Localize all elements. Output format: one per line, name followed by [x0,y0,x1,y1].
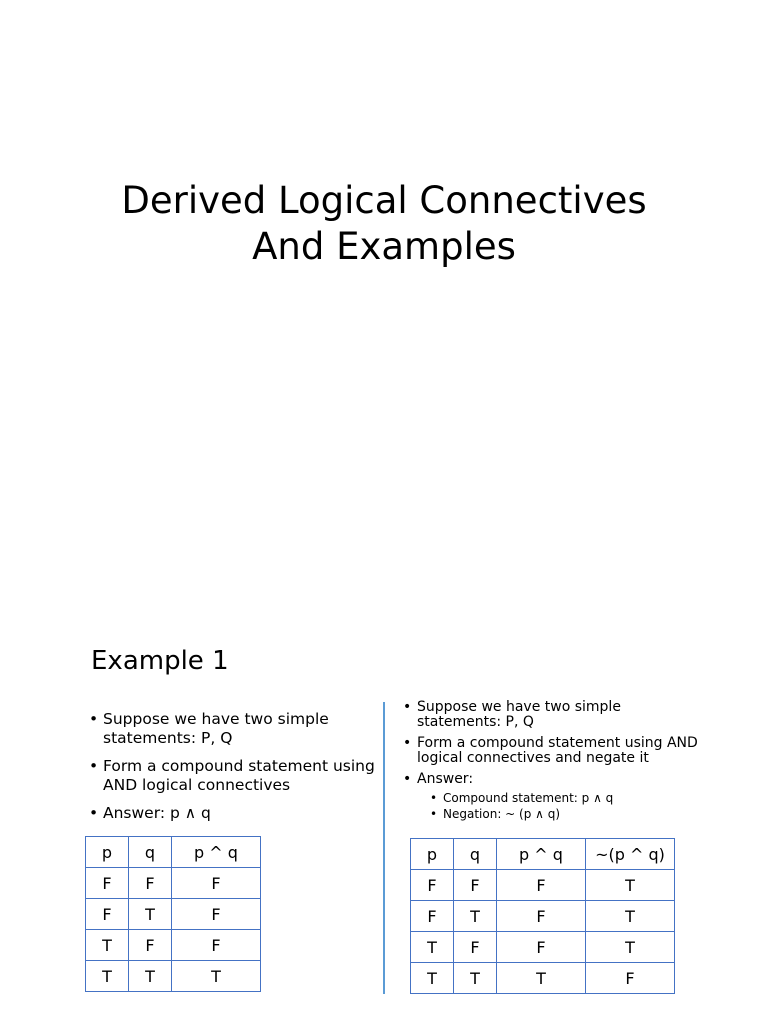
table-cell: T [172,961,261,992]
left-bullet-1: • Suppose we have two simple statements: P, Q [103,710,383,748]
table-cell: F [172,899,261,930]
left-bullet-3: • Answer: p ∧ q [103,804,383,823]
table-row [411,901,675,932]
table-header-cell: q [129,837,172,868]
table-cell: F [454,870,497,901]
table-cell: F [86,899,129,930]
table-cell: T [411,963,454,994]
table-header-cell: p [411,839,454,870]
table-cell: F [497,932,586,963]
sub-bullet-2: • Negation: ~ (p ∧ q) [443,806,707,822]
answer-sub-list [443,790,707,822]
table-cell: T [454,901,497,932]
table-cell: T [454,963,497,994]
table-cell: F [497,901,586,932]
slide-title-line-2: And Examples [252,225,516,268]
table-cell: F [411,901,454,932]
table-cell: F [172,930,261,961]
right-bullet-2: • Form a compound statement using AND logical connectives and negate it [417,736,707,766]
left-bullet-list [103,710,383,832]
table-cell: F [129,930,172,961]
slide-title-line-1: Derived Logical Connectives [121,179,647,222]
right-truth-table [410,838,675,994]
example-heading: Example 1 [91,646,229,676]
table-cell: F [172,868,261,899]
table-cell: T [586,870,675,901]
sub-bullet-1: • Compound statement: p ∧ q [443,790,707,806]
table-cell: T [586,932,675,963]
table-cell: F [129,868,172,899]
table-row [86,899,261,930]
table-row [86,930,261,961]
right-bullet-3 [417,772,707,822]
right-bullet-3-label: Answer: [417,771,474,787]
right-bullet-list [417,700,707,828]
table-header-row [411,839,675,870]
table-cell: T [129,899,172,930]
right-bullet-1: • Suppose we have two simple statements: P, Q [417,700,707,730]
table-cell: T [497,963,586,994]
table-cell: T [129,961,172,992]
table-cell: F [586,963,675,994]
left-bullet-2: • Form a compound statement using AND logical connectives [103,757,383,795]
table-cell: F [454,932,497,963]
table-header-cell: ~(p ^ q) [586,839,675,870]
table-header-cell: p [86,837,129,868]
table-cell: T [586,901,675,932]
left-truth-table [85,836,261,992]
table-row [86,961,261,992]
table-cell: F [86,868,129,899]
table-header-cell: p ^ q [497,839,586,870]
table-row [86,868,261,899]
column-divider [383,702,385,994]
table-header-row [86,837,261,868]
table-cell: F [411,870,454,901]
table-header-cell: q [454,839,497,870]
table-cell: T [86,930,129,961]
table-row [411,932,675,963]
table-cell: T [86,961,129,992]
table-header-cell: p ^ q [172,837,261,868]
table-cell: F [497,870,586,901]
slide-title [0,178,768,270]
table-row [411,963,675,994]
table-cell: T [411,932,454,963]
table-row [411,870,675,901]
